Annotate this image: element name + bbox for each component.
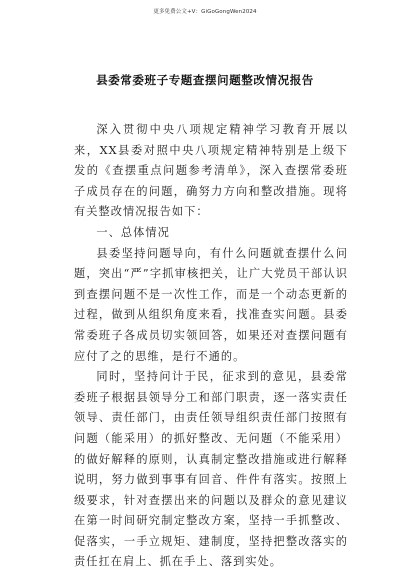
header-note: 更多免费公文+V：GiGoGongWen2024 xyxy=(153,9,257,15)
section-heading: 一、总体情况 xyxy=(96,225,170,239)
document-body xyxy=(74,120,348,573)
document-title: 县委常委班子专题查摆问题整改情况报告 xyxy=(96,73,314,87)
body-paragraph: 同时，坚持问计于民，征求到的意见，县委常委班子根据县领导分工和部门职责，逐一落实责任领导、责任部门，由责任领导组织责任部门按照有问题（能采用）的抓好整改、无问题（不能采用）的做好解释的原则，认真制定整改措施或进行解释说明，努力做到事事有回音、件件有落实。按照上级要求，针对查摆出来的问题以及群众的意见建议在第一时间研究制定整改方案，坚持一手抓整改、促落实，一手立规矩、建制度，坚持把整改落实的责任扛在肩上、抓在手上、落到实处。 xyxy=(74,370,348,569)
intro-paragraph: 深入贯彻中央八项规定精神学习教育开展以来，XX县委对照中央八项规定精神特别是上级下发的《查摆重点问题参考清单》，深入查摆常委班子成员存在的问题，确努力方向和整改措施。现将有关整改情况报告如下： xyxy=(74,123,348,219)
body-paragraph: 县委坚持问题导向，有什么问题就查摆什么问题，突出“严”字抓审核把关，让广大党员干部认识到查摆问题不是一次性工作，而是一个动态更新的过程，做到从组织角度来看，找准查实问题。县委常委班子各成员切实领回答，如果还对查摆问题有应付了之的思维，是行不通的。 xyxy=(74,246,348,363)
